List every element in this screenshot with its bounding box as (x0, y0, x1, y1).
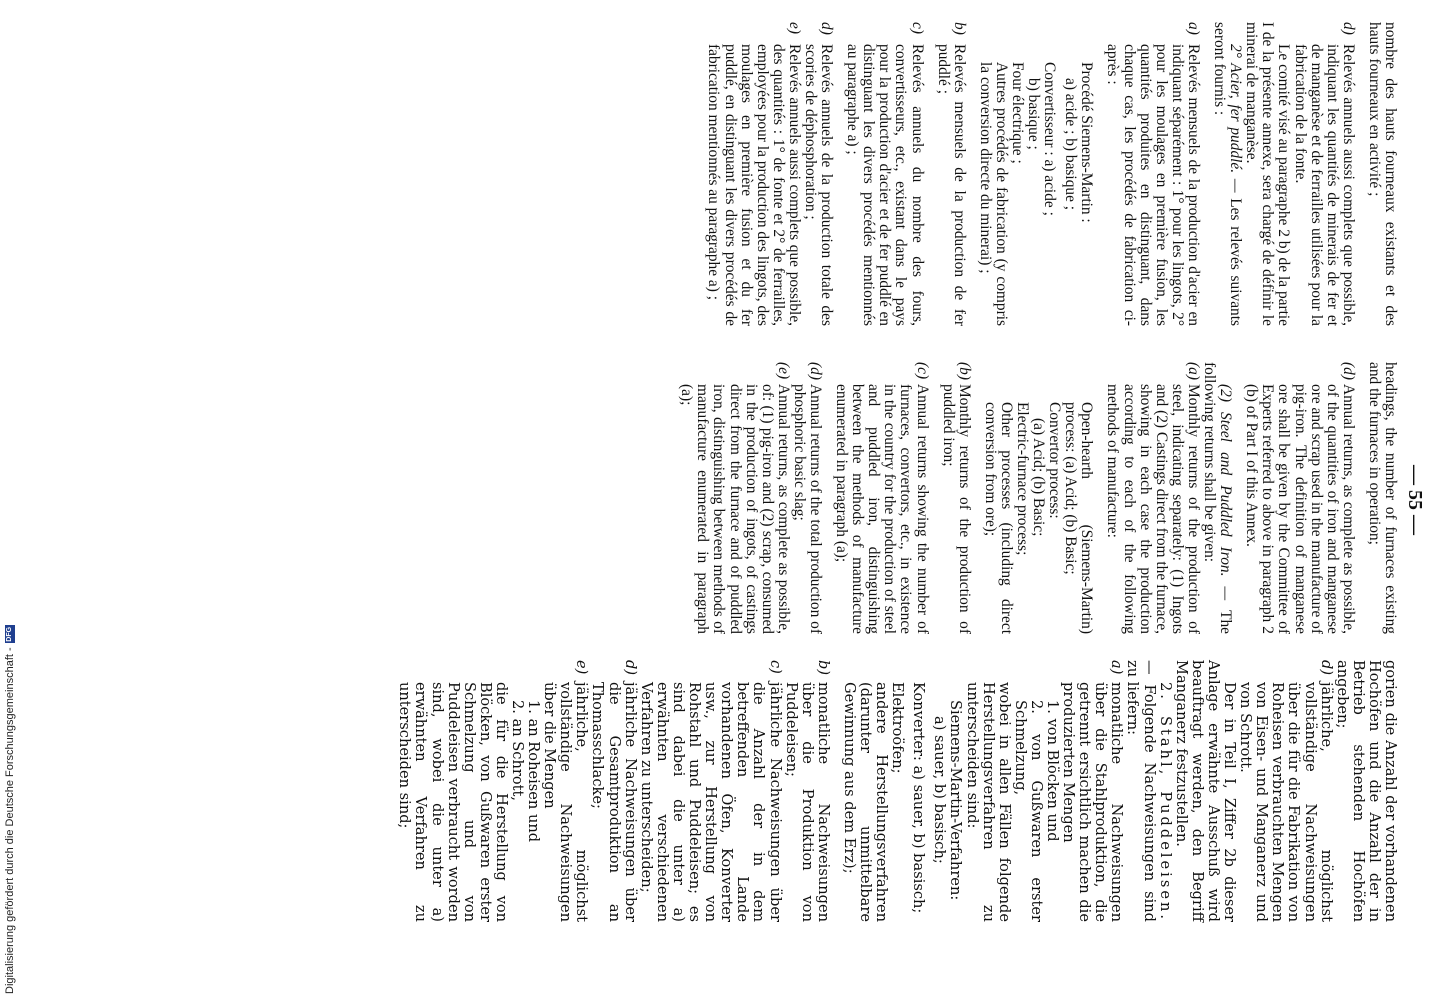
de-paragraph: Der in Teil I, Ziffer 2b dieser Anlage erwähnte Ausschuß wird beauftragt werden, den Begriff Manganerz festzustellen. (1172, 660, 1239, 922)
fr-item-c: c) Relevés annuels du nombre des fours, convertisseurs, etc., existant dans le pays pour la production d'acier et de fer puddlé en distinguant les divers procédés mentionnés au paragraphe a) ; (844, 22, 926, 326)
de-subitem: 1. an Roheisen und (525, 700, 543, 843)
fr-subitem: Procédé Siemens-Martin : (1078, 62, 1096, 223)
en-item-e: (e) Annual returns, as complete as possible, of: (1) pig-iron and (2) scrap, consumed in the production of ingots, of castings direct from the furnace and of puddled iron, distinguishing between methods of manufacture enumerated in paragraph (a); (678, 362, 792, 634)
en-subitem: Other processes (including direct conversion from ore); (981, 402, 1015, 634)
fr-subitem: b) basique ; (1025, 78, 1043, 150)
fr-item-e: e) Relevés annuels aussi complets que possible, des quantités : 1° de fonte et 2° de ferrailles, employées pour la production des lingots, des moulages en première fusion et du fer puddlé, en distinguant les divers procédés de fabrication mentionnés au paragraphe a) ; (705, 22, 803, 326)
de-item-d: d) jährliche, möglichst vollständige Nachweisungen über die für die Fabrikation von Roheisen verbrauchten Mengen von Eisen- und Manganerz und von Schrott. (1237, 660, 1335, 922)
de-subitem: Konverter: a) sauer, b) basisch; (910, 682, 928, 914)
de-subitem: Siemens-Martin-Verfahren: (947, 700, 965, 901)
en-item-d2: (d) Annual returns of the total production of phosphoric basic slag; (790, 362, 824, 634)
page-number: — 55 — (1404, 465, 1426, 535)
en-subitem: Electric-furnace process; (1014, 402, 1032, 556)
footer-credit: Digitalisierung gefördert durch die Deutsche Forschungsgemeinschaft - (4, 647, 16, 994)
de-subitem: 2. von Gußwaren erster Schmelzung, (1011, 700, 1045, 922)
en-item-c: (c) Annual returns showing the number of furnaces, convertors, etc., in existence in the country for the production of steel and puddled iron, distinguishing between the methods of manufacture enumerated in paragraph (a); (833, 362, 931, 634)
en-subitem: Open-hearth (Siemens-Martin) process: (a) Acid; (b) Basic; (1062, 402, 1096, 634)
de-subitem: 2. an Schrott, (509, 700, 527, 802)
german-column (396, 660, 1398, 922)
de-subitem: Elektroöfen; (889, 682, 907, 774)
fr-paragraph: Le comité visé au paragraphe 2 b) de la partie I de la présente annexe, sera chargé de définir le minerai de manganèse. (1243, 22, 1293, 326)
de-item-d2: d) jährliche Nachweisungen über die Gesamtproduktion an Thomasschlacke; (589, 660, 639, 922)
de-paragraph: wobei in allen Fällen folgende Herstellungsverfahren zu unterscheiden sind: (963, 682, 1013, 922)
de-subitem: 1. von Blöcken und (1044, 700, 1062, 842)
en-paragraph: headings, the number of furnaces existing and the furnaces in operation; (1365, 362, 1399, 634)
en-item-a: (a) Monthly returns of the production of steel, indicating separately: (1) Ingots and (2) Castings direct from the furnace, showing in each case the production according to each of the following methods of manufacture: (1104, 362, 1202, 635)
de-section-heading: 2. Stahl, Puddeleisen. — Folgende Nachweisungen sind zu liefern: (1124, 660, 1174, 922)
dfg-logo: DFG (6, 626, 13, 642)
fr-subitem: Four électrique ; (1009, 62, 1027, 164)
fr-item-d2: d) Relevés annuels de la production totale des scories de déphosphoration ; (802, 22, 836, 326)
fr-subitem: Convertisseur : a) acide ; (1041, 62, 1059, 216)
digitization-footer (2, 4, 18, 994)
de-item-e: e) jährliche, möglichst vollständige Nachweisungen über die Mengen (541, 660, 591, 922)
de-item-c: c) jährliche Nachweisungen über die Anzahl der in dem betreffenden Lande vorhandenen Öfen, Konverter usw., zur Herstellung von Rohstahl und Puddeleisen; es sind dabei die unter a) erwähnten verschiedenen Verfahren zu unterscheiden; (637, 660, 784, 922)
de-paragraph: die für die Herstellung von Blöcken, von Gußwaren erster Schmelzung und von Puddeleisen verbraucht worden sind, wobei die unter a) erwähnten Verfahren zu unterscheiden sind; (396, 682, 510, 922)
de-subitem: andere Herstellungsverfahren (darunter unmittelbare Gewinnung aus dem Erz); (840, 682, 891, 922)
english-column (678, 362, 1398, 634)
de-subitem: a) sauer, b) basisch; (931, 716, 949, 864)
de-item-b: b) monatliche Nachweisungen über die Produktion von Puddeleisen; (782, 660, 832, 922)
fr-subitem: Autres procédés de fabrication (y compris la conversion directe du minerai) ; (976, 62, 1010, 326)
fr-item-a: a) Relevés mensuels de la production d'acier en indiquant séparément : 1° pour les lingots, 2° pour les moulages en première fusion, les quantités produites en distinguant, dans chaque cas, les procédés de fabrication ci-après : (1104, 22, 1202, 326)
de-item-a: a) monatliche Nachweisungen über die Stahlproduktion, die getrennt ersichtlich machen die produzierten Mengen (1060, 660, 1126, 922)
french-column (705, 22, 1398, 326)
de-paragraph: gorien die Anzahl der vorhandenen Hochöfen und die Anzahl der in Betrieb stehenden Hochöfen angeben; (1333, 660, 1399, 922)
en-item-d: (d) Annual returns, as complete as possible, of the quantities of iron and manganese ore and scrap used in the manufacture of pig-iron. The definition of manganese ore shall be given by the Committee of Experts referred to above in paragraph 2 (b) of Part I of this Annex. (1243, 362, 1357, 634)
en-item-b: (b) Monthly returns of the production of puddled iron; (939, 362, 973, 634)
en-section-heading: (2) Steel and Puddled Iron. — The following returns shall be given: (1201, 362, 1235, 635)
fr-item-d: d) Relevés annuels aussi complets que possible, indiquant les quantités de minerais de fer et de manganèse et de ferrailles utilisées pour la fabrication de la fonte. (1291, 22, 1357, 326)
fr-paragraph: nombre des hauts fourneaux existants et des hauts fourneaux en activité ; (1365, 22, 1399, 326)
fr-section-heading: 2° Acier, fer puddlé. — Les relevés suivants seront fournis : (1211, 22, 1245, 327)
fr-subitem: a) acide ; b) basique ; (1062, 78, 1080, 211)
fr-item-b: b) Relevés mensuels de la production de fer puddlé ; (934, 22, 968, 326)
en-subitem: (a) Acid; (b) Basic; (1030, 418, 1048, 537)
en-subitem: Convertor process: (1046, 402, 1064, 519)
